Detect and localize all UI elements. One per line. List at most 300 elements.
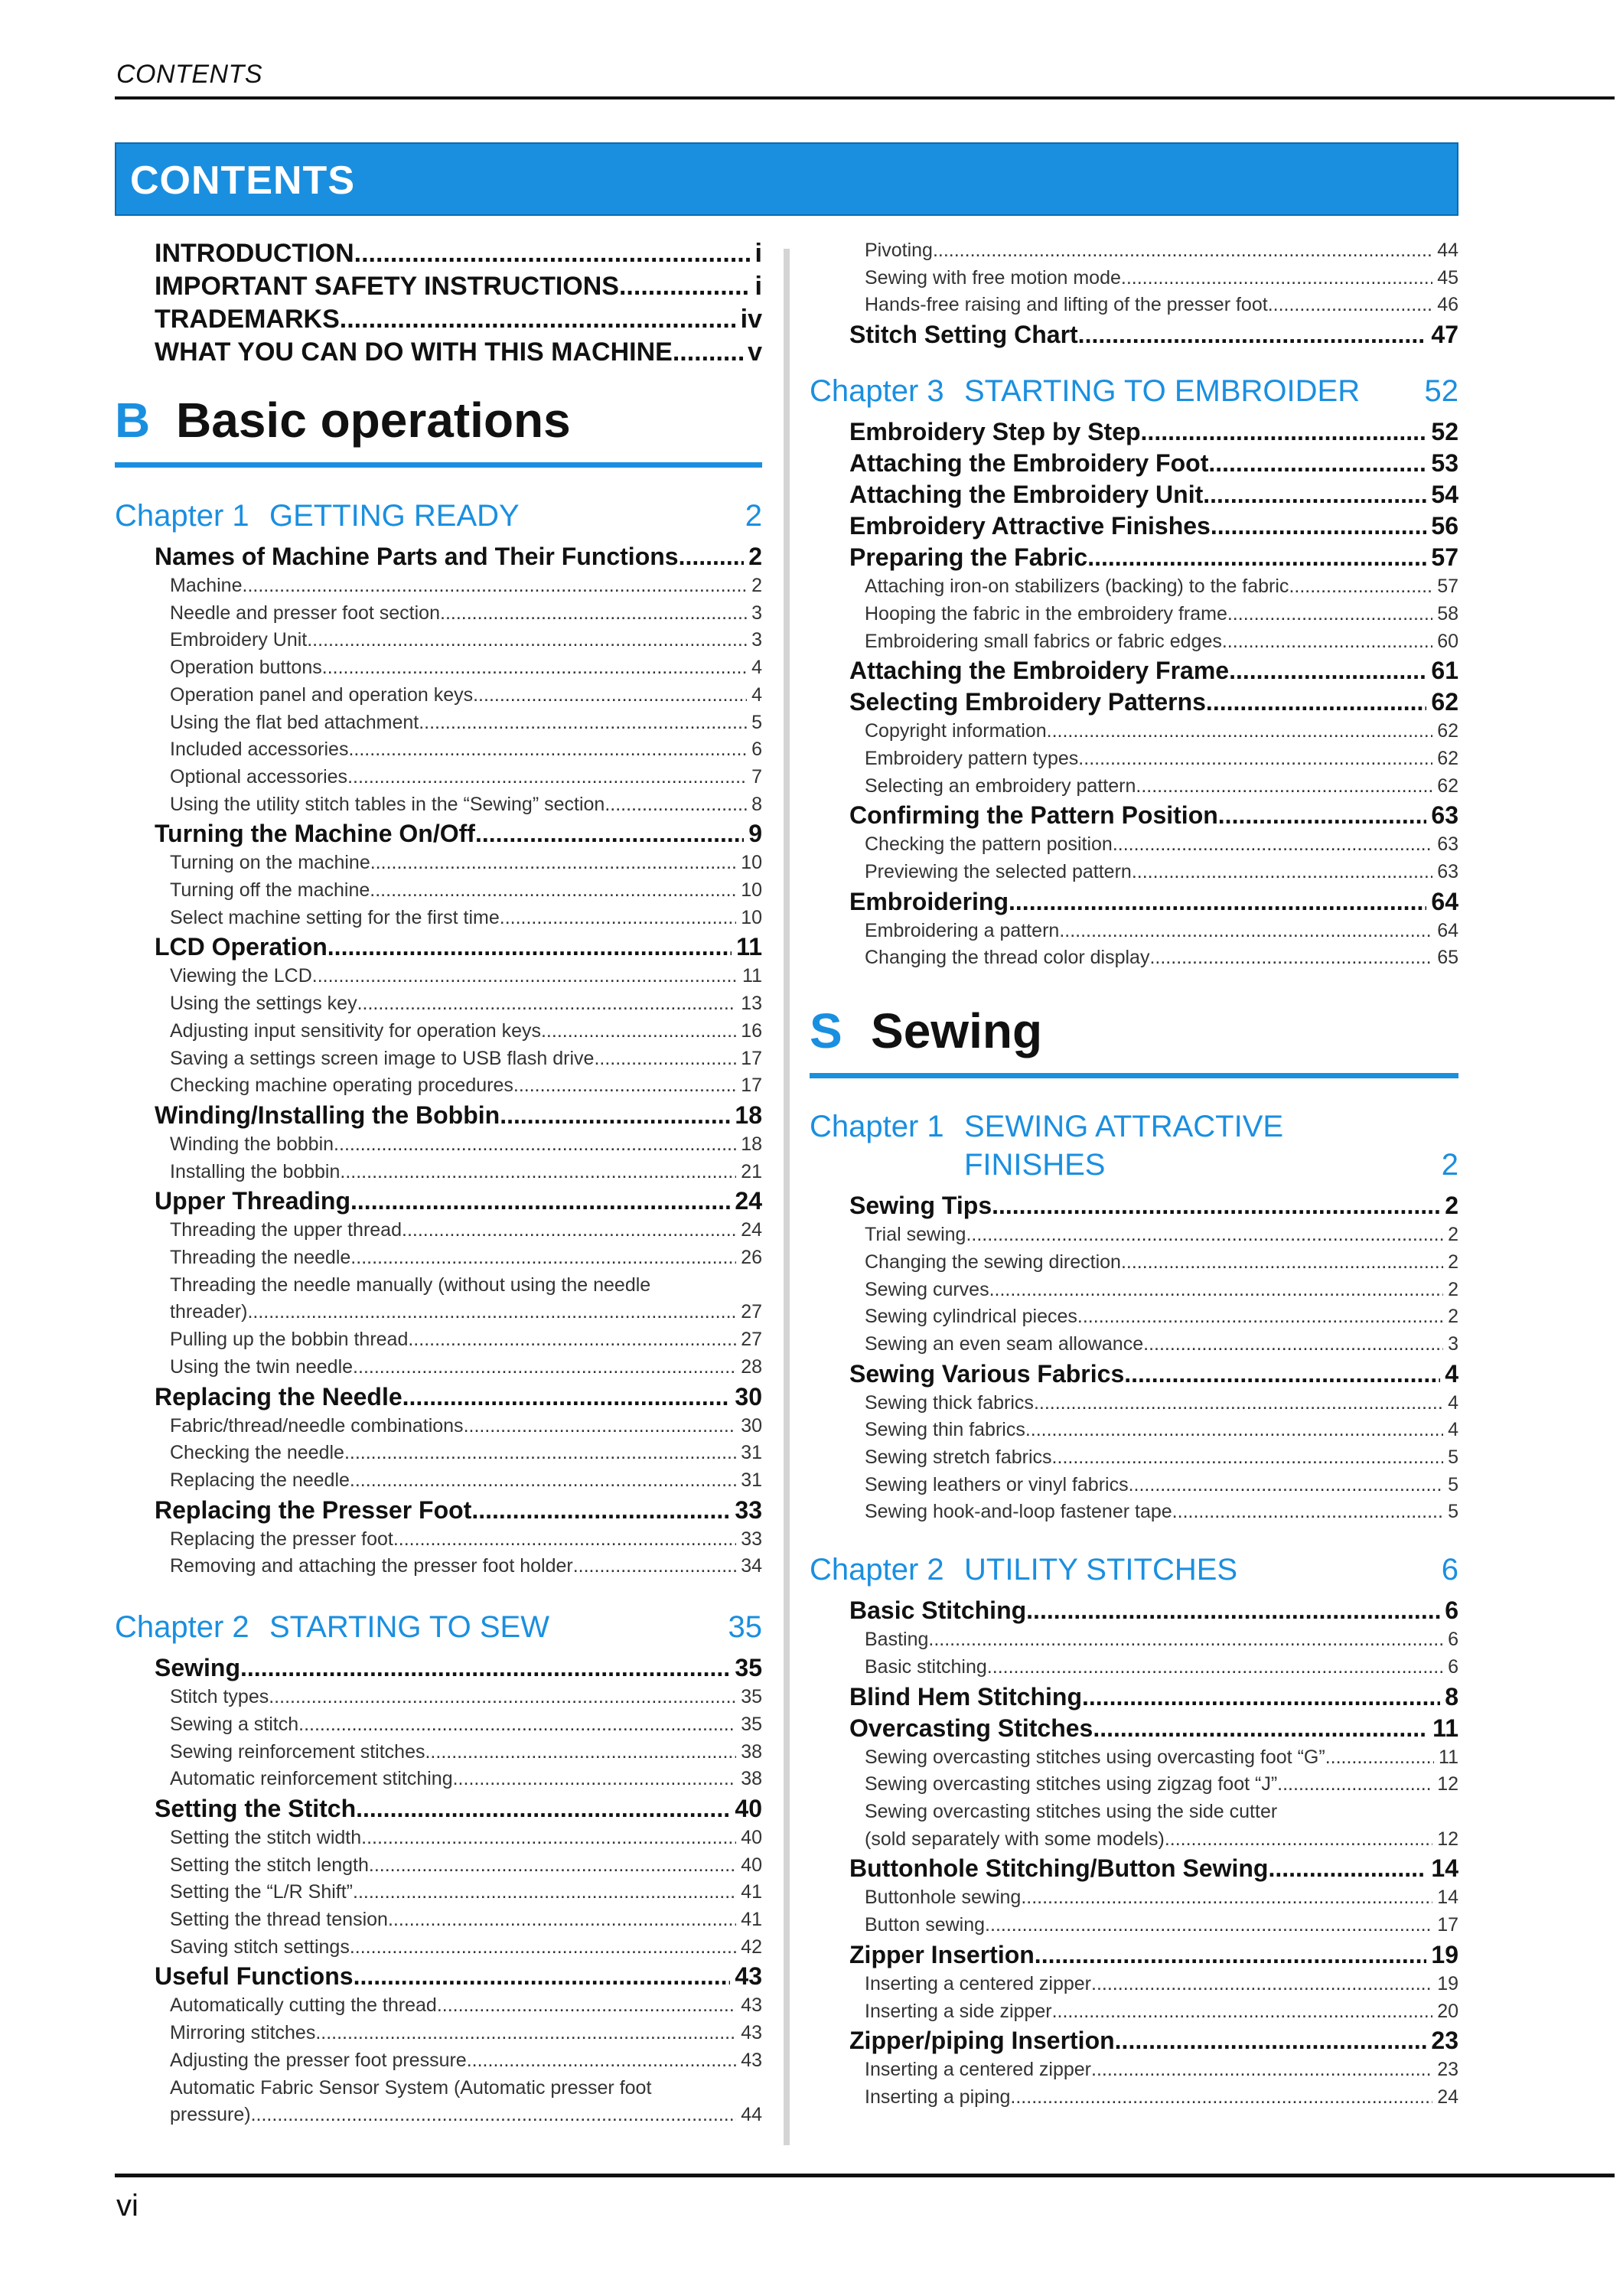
toc-subentry[interactable] [810,1744,1458,1772]
toc-subentry[interactable] [810,1499,1458,1526]
toc-subentry[interactable] [115,1992,762,2020]
toc-entry[interactable] [115,1100,762,1131]
entry-label: IMPORTANT SAFETY INSTRUCTIONS [155,272,619,301]
chapter-page: 6 [1441,1553,1458,1587]
entry-page: 17 [741,1075,762,1097]
entry-label: Names of Machine Parts and Their Functions [155,543,679,570]
toc-entry[interactable] [810,687,1458,718]
chapter-number: Chapter 3 [810,374,944,409]
toc-subentry[interactable] [115,1440,762,1467]
entry-label: Hooping the fabric in the embroidery frame [865,602,1227,625]
toc-entry[interactable] [810,1681,1458,1713]
entry-page: 5 [1448,1473,1458,1495]
leader-dots [1203,479,1426,510]
toc-subentry[interactable] [115,654,762,682]
entry-page: 11 [742,965,762,987]
toc-entry[interactable] [810,1190,1458,1221]
toc-subentry[interactable] [810,1221,1458,1249]
toc-subentry[interactable] [810,1654,1458,1681]
entry-label: Sewing thin fabrics [865,1419,1025,1441]
leader-dots [1208,448,1426,479]
toc-subentry[interactable] [810,944,1458,972]
entry-label: Inserting a centered zipper [865,2059,1092,2081]
toc-subentry[interactable] [115,1045,762,1073]
leader-dots [312,963,738,990]
leader-dots [987,1654,1443,1681]
entry-label: WHAT YOU CAN DO WITH THIS MACHINE [155,338,673,367]
leader-dots [1113,831,1432,859]
entry-label: Adjusting input sensitivity for operation keys [170,1019,541,1042]
toc-subentry[interactable] [115,877,762,905]
entry-page: 2 [1448,1251,1458,1273]
toc-entry[interactable] [810,1853,1458,1884]
left-column [115,237,762,2129]
toc-entry[interactable] [115,270,762,303]
leader-dots [471,1495,730,1526]
entry-page: 63 [1437,861,1458,883]
entry-page: 56 [1431,512,1458,540]
toc-subentry[interactable] [810,1971,1458,1998]
leader-dots [1132,859,1432,886]
toc-subentry[interactable] [810,1417,1458,1444]
entry-label: Changing the thread color display [865,947,1150,969]
running-header: CONTENTS [116,60,262,89]
entry-page: 40 [741,1854,762,1876]
toc-entry[interactable] [115,931,762,963]
entry-label: Changing the sewing direction [865,1251,1121,1273]
toc-subentry[interactable] [115,1159,762,1186]
toc-subentry[interactable] [810,1884,1458,1912]
toc-subentry[interactable] [810,1303,1458,1331]
toc-subentry[interactable] [115,2047,762,2075]
entry-page: 31 [741,1469,762,1491]
entry-page: 4 [1445,1359,1458,1388]
toc-subentry[interactable] [115,850,762,877]
toc-subentry[interactable] [115,1244,762,1272]
leader-dots [388,1906,736,1934]
toc-subentry[interactable] [810,573,1458,601]
entry-page: 65 [1437,947,1458,969]
toc-subentry[interactable] [115,1906,762,1934]
entry-label: Winding the bobbin [170,1133,334,1155]
toc-subentry[interactable] [810,628,1458,656]
toc-subentry[interactable] [115,1934,762,1962]
leader-dots [322,654,747,682]
toc-subentry[interactable] [115,572,762,600]
leader-dots [370,850,736,877]
toc-subentry[interactable] [810,1277,1458,1304]
leader-dots [1143,1331,1443,1358]
toc-entry[interactable] [810,886,1458,918]
entry-page: 33 [735,1495,762,1524]
leader-dots [350,1467,736,1495]
toc-subentry[interactable] [810,1771,1458,1799]
toc-entry[interactable] [115,336,762,369]
chapter-page: 2 [745,499,762,533]
toc-subentry[interactable] [810,918,1458,945]
toc-subentry[interactable] [810,1249,1458,1277]
toc-entry[interactable] [115,541,762,572]
toc-subentry[interactable] [810,859,1458,886]
chapter-number: Chapter 2 [810,1553,944,1587]
leader-dots [475,818,744,850]
toc-entry[interactable] [810,542,1458,573]
entry-label: Attaching the Embroidery Unit [849,481,1204,509]
entry-label: Preparing the Fabric [849,543,1088,572]
leader-dots [1229,655,1426,687]
toc-subentry[interactable] [810,1626,1458,1654]
leader-dots [1034,1390,1443,1417]
toc-subentry[interactable] [115,736,762,764]
toc-entry[interactable] [115,1381,762,1413]
entry-page: 40 [735,1794,762,1822]
entry-label: Useful Functions [155,1962,354,1991]
chapter-title: STARTING TO EMBROIDER [964,374,1361,409]
toc-subentry[interactable] [810,237,1458,265]
toc-subentry[interactable] [115,1879,762,1906]
toc-subentry[interactable] [115,990,762,1018]
toc-subentry[interactable] [810,1390,1458,1417]
chapter-number: Chapter 1 [810,1110,944,1144]
leader-dots [437,1992,736,2020]
entry-page: 5 [1448,1446,1458,1469]
leader-dots [605,791,747,819]
entry-page: 14 [1431,1854,1458,1883]
entry-page: 62 [1437,775,1458,797]
leader-dots [1025,1417,1443,1444]
leader-dots [1035,1939,1427,1971]
entry-label: Embroidery pattern types [865,747,1079,769]
leader-dots [1047,718,1433,745]
chapter-heading-getting-ready[interactable] [115,497,762,535]
entry-page: 35 [735,1654,762,1682]
leader-dots [357,990,737,1018]
entry-label: Sewing a stitch [170,1713,299,1735]
toc-entry[interactable] [115,1495,762,1526]
leader-dots [419,709,747,737]
entry-page: 42 [741,1936,762,1958]
leader-dots [673,336,743,369]
toc-subentry[interactable] [810,1331,1458,1358]
entry-page: 8 [751,793,762,815]
toc-entry[interactable] [810,655,1458,687]
toc-subentry[interactable] [115,600,762,628]
chapter-title: UTILITY STITCHES [964,1553,1238,1587]
leader-dots [1222,628,1432,656]
entry-label: Selecting Embroidery Patterns [849,688,1206,716]
leader-dots [1026,1595,1440,1626]
entry-label: Previewing the selected pattern [865,861,1132,883]
chapter-number: Chapter 2 [115,1610,249,1645]
leader-dots [350,1186,730,1217]
toc-subentry[interactable] [115,2102,762,2129]
toc-subentry[interactable] [115,1299,762,1326]
entry-label: Upper Threading [155,1187,351,1215]
leader-dots [1218,800,1427,831]
chapter-heading-starting-to-sew[interactable] [115,1608,762,1646]
toc-subentry[interactable] [810,831,1458,859]
toc-subentry[interactable] [115,1684,762,1711]
toc-subentry[interactable] [810,601,1458,628]
entry-page: 5 [1448,1501,1458,1523]
entry-page: 41 [741,1909,762,1931]
chapter-heading-sewing-attractive-finishes[interactable] [810,1107,1458,1184]
leader-dots [1141,416,1427,448]
chapter-page: 52 [1424,374,1458,409]
leader-dots [402,1217,736,1244]
leader-dots [361,1825,736,1852]
entry-page: 62 [1437,747,1458,769]
entry-page: 16 [741,1019,762,1042]
entry-label: Checking the needle [170,1442,344,1464]
leader-dots [1165,1826,1432,1854]
leader-dots [513,1072,736,1100]
part-title: Basic operations [176,393,571,448]
toc-entry[interactable] [115,1652,762,1684]
toc-entry[interactable] [810,448,1458,479]
entry-label: Operation panel and operation keys [170,683,474,706]
leader-dots [985,1912,1432,1939]
entry-page: 64 [1437,919,1458,941]
leader-dots [243,572,748,600]
leader-dots [1082,1681,1440,1713]
leader-dots [573,1553,736,1580]
toc-entry[interactable] [115,1793,762,1825]
chapter-page: 35 [728,1610,762,1645]
toc-subentry[interactable] [810,1472,1458,1499]
leader-dots [1268,1853,1426,1884]
toc-subentry[interactable] [115,1072,762,1100]
entry-page: 61 [1431,657,1458,685]
entry-label: INTRODUCTION [155,239,354,268]
entry-label: Turning off the machine [170,879,370,902]
leader-dots [1021,1884,1432,1912]
entry-label: Overcasting Stitches [849,1714,1093,1742]
entry-label: Automatic Fabric Sensor System (Automatic presser foot [170,2076,652,2099]
entry-label: Turning on the machine [170,852,370,874]
entry-page: 43 [741,2049,762,2071]
entry-label: Pivoting [865,240,933,261]
toc-entry[interactable] [810,1939,1458,1971]
entry-label: Trial sewing [865,1224,966,1246]
toc-subentry[interactable] [115,627,762,654]
toc-entry[interactable] [115,303,762,336]
leader-dots [348,736,747,764]
toc-subentry[interactable] [115,1553,762,1580]
entry-label: Checking machine operating procedures [170,1075,513,1097]
toc-subentry[interactable] [115,1326,762,1354]
toc-entry[interactable] [810,1713,1458,1744]
entry-page: 58 [1437,602,1458,625]
toc-subentry[interactable] [115,1739,762,1766]
entry-page: 4 [1448,1391,1458,1414]
toc-subentry[interactable] [115,1852,762,1880]
leader-dots [1268,292,1433,319]
chapter-page: 2 [1441,1148,1458,1182]
entry-label: Zipper/piping Insertion [849,2027,1115,2055]
toc-entry[interactable] [115,237,762,270]
entry-page: 23 [1437,2059,1458,2081]
entry-page: 3 [751,602,762,624]
entry-label: Hands-free raising and lifting of the presser foot [865,294,1268,316]
toc-subentry[interactable] [115,1711,762,1739]
leader-dots [500,905,736,932]
toc-subentry[interactable] [810,265,1458,292]
toc-subentry[interactable] [115,1413,762,1440]
toc-subentry[interactable] [115,1766,762,1793]
entry-page: 28 [741,1355,762,1378]
toc-entry[interactable] [810,1595,1458,1626]
entry-page: 10 [741,879,762,902]
entry-page: 27 [741,1329,762,1351]
part-rule [810,1073,1458,1078]
toc-entry[interactable] [810,800,1458,831]
toc-subentry[interactable] [115,1131,762,1159]
toc-subentry[interactable] [810,745,1458,773]
entry-label: Removing and attaching the presser foot holder [170,1555,573,1577]
entry-page: 47 [1431,321,1458,349]
leader-dots [1121,265,1432,292]
leader-dots [354,237,751,270]
entry-page: 19 [1437,1972,1458,1994]
toc-entry[interactable] [810,2025,1458,2056]
entry-label: Zipper Insertion [849,1940,1035,1968]
leader-dots [1227,601,1432,628]
entry-page: 60 [1437,630,1458,652]
entry-label: Replacing the Needle [155,1382,402,1411]
entry-label: Threading the needle [170,1247,351,1269]
entry-page: 30 [735,1382,762,1411]
entry-page: 10 [741,852,762,874]
toc-subentry[interactable] [115,764,762,791]
chapter-entries [115,541,762,1580]
leader-dots [1078,319,1427,351]
entry-page: 27 [741,1301,762,1323]
entry-label: Embroidery Attractive Finishes [849,512,1211,540]
toc-subentry[interactable] [810,1799,1458,1826]
entry-label: Sewing leathers or vinyl fabrics [865,1473,1129,1495]
entry-label: Fabric/thread/needle combinations [170,1414,464,1437]
entry-label: Adjusting the presser foot pressure [170,2049,467,2071]
leader-dots [315,2020,736,2047]
toc-subentry[interactable] [115,2020,762,2047]
toc-subentry[interactable] [115,1825,762,1852]
toc-subentry[interactable] [115,709,762,737]
entry-label: Automatic reinforcement stitching [170,1768,453,1790]
entry-page: 2 [1448,1278,1458,1300]
toc-subentry[interactable] [115,791,762,819]
toc-subentry[interactable] [810,1444,1458,1472]
toc-entry[interactable] [115,1186,762,1217]
entry-label: Stitch types [170,1686,269,1708]
leader-dots [298,1711,736,1739]
entry-label: Winding/Installing the Bobbin [155,1101,500,1129]
toc-subentry[interactable] [115,682,762,709]
entry-label: Sewing Tips [849,1192,992,1220]
toc-entry[interactable] [115,818,762,850]
leader-dots [992,1190,1440,1221]
entry-label: Threading the upper thread [170,1219,402,1241]
leader-dots [340,1159,736,1186]
toc-entry[interactable] [810,416,1458,448]
entry-page: 3 [751,629,762,651]
entry-label: Embroidering small fabrics or fabric edges [865,630,1222,652]
leader-dots [1052,1444,1444,1472]
entry-label: threader) [170,1301,248,1323]
leader-dots [1115,2025,1427,2056]
entry-page: 11 [736,933,762,961]
leader-dots [240,1652,730,1684]
entry-page: 31 [741,1442,762,1464]
toc-subentry[interactable] [115,1217,762,1244]
entry-page: 43 [735,1962,762,1991]
contents-banner [115,142,1458,216]
toc-subentry[interactable] [115,1272,762,1300]
toc-entry[interactable] [810,510,1458,542]
chapter-heading-starting-to-embroider[interactable] [810,372,1458,410]
entry-page: 24 [735,1187,762,1215]
entry-page: 44 [1437,240,1458,261]
leader-dots [1129,1472,1444,1499]
entry-page: 63 [1431,801,1458,830]
part-rule [115,462,762,468]
chapter-heading-utility-stitches[interactable] [810,1551,1458,1589]
leader-dots [440,600,747,628]
toc-subentry[interactable] [115,1526,762,1554]
leader-dots [247,1299,736,1326]
entry-label: Using the twin needle [170,1355,354,1378]
leader-dots [619,270,751,303]
entry-label: Needle and presser foot section [170,602,440,624]
leader-dots [1077,1303,1443,1331]
leader-dots [541,1018,736,1045]
toc-subentry[interactable] [810,718,1458,745]
toc-subentry[interactable] [115,963,762,990]
entry-page: 21 [741,1160,762,1182]
toc-subentry[interactable] [115,1467,762,1495]
toc-subentry[interactable] [810,1826,1458,1854]
leader-dots [1010,2084,1432,2112]
entry-label: Stitch Setting Chart [849,321,1078,349]
header-rule [115,96,1615,99]
toc-subentry[interactable] [810,1998,1458,2026]
toc-subentry[interactable] [810,292,1458,319]
toc-subentry[interactable] [115,1354,762,1381]
toc-subentry[interactable] [810,773,1458,801]
toc-subentry[interactable] [810,2056,1458,2084]
entry-page: 6 [1445,1596,1458,1625]
entry-label: Sewing curves [865,1278,989,1300]
entry-label: Using the flat bed attachment [170,711,419,733]
toc-entry[interactable] [810,319,1458,351]
toc-entry[interactable] [810,1358,1458,1390]
entry-label: Embroidering a pattern [865,919,1060,941]
toc-entry[interactable] [115,1961,762,1992]
entry-label: Setting the Stitch [155,1794,357,1822]
toc-subentry[interactable] [810,1912,1458,1939]
entry-page: 53 [1431,449,1458,478]
entry-page: 2 [748,543,762,570]
toc-subentry[interactable] [115,2075,762,2102]
toc-subentry[interactable] [115,905,762,932]
entry-page: 17 [1437,1914,1458,1936]
entry-page: 54 [1431,481,1458,509]
toc-entry[interactable] [810,479,1458,510]
entry-page: 4 [751,657,762,679]
leader-dots [1121,1249,1443,1277]
toc-subentry[interactable] [115,1018,762,1045]
toc-subentry[interactable] [810,2084,1458,2112]
